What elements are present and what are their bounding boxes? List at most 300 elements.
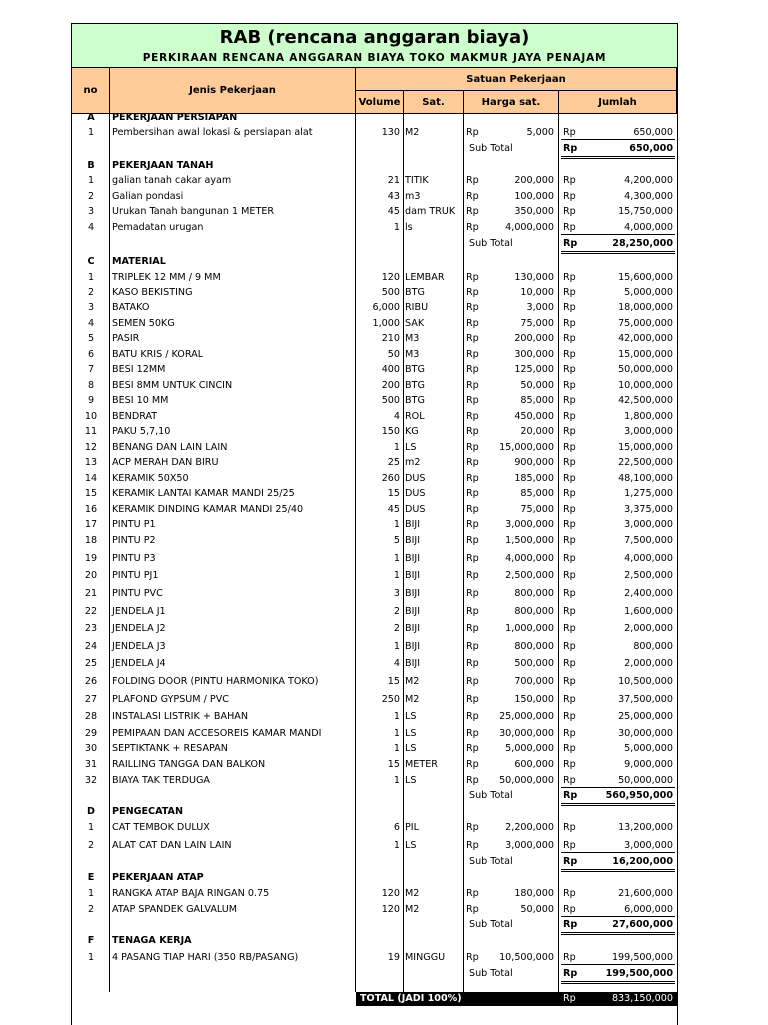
unit-price-cell: 450,000: [514, 411, 554, 422]
section-row: [72, 255, 677, 269]
table-row: [72, 394, 677, 408]
job-name: PINTU PJ1: [112, 570, 159, 581]
unit-price-cell: 2,500,000: [505, 570, 554, 581]
amount-currency: Rp: [563, 606, 576, 617]
unit-price-cell: 75,000: [520, 318, 554, 329]
price-currency: Rp: [466, 457, 479, 468]
price-currency: Rp: [466, 380, 479, 391]
amount-currency: Rp: [563, 191, 576, 202]
job-name: BESI 10 MM: [112, 395, 169, 406]
amount-cell: 21,600,000: [618, 888, 673, 899]
amount-currency: Rp: [563, 127, 576, 138]
section-letter: B: [87, 160, 95, 171]
amount-cell: 2,400,000: [624, 588, 673, 599]
unit-price-cell: 3,000: [526, 302, 554, 313]
table-row: [72, 903, 677, 917]
volume-cell: 45: [387, 206, 400, 217]
unit-cell: KG: [405, 426, 419, 437]
amount-currency: Rp: [563, 206, 576, 217]
row-number: 10: [84, 411, 98, 422]
unit-price-cell: 75,000: [520, 504, 554, 515]
amount-currency: Rp: [563, 553, 576, 564]
table-row: [72, 569, 677, 583]
amount-cell: 650,000: [633, 127, 673, 138]
price-currency: Rp: [466, 287, 479, 298]
amount-cell: 50,000,000: [618, 775, 673, 786]
unit-price-cell: 4,000,000: [505, 553, 554, 564]
job-name: ACP MERAH DAN BIRU: [112, 457, 219, 468]
unit-cell: DUS: [405, 504, 426, 515]
unit-cell: LS: [405, 442, 417, 453]
row-number: 1: [87, 127, 95, 138]
amount-currency: Rp: [563, 504, 576, 515]
table-row: [72, 518, 677, 532]
amount-cell: 4,200,000: [624, 175, 673, 186]
amount-cell: 1,800,000: [624, 411, 673, 422]
job-name: PINTU P1: [112, 519, 156, 530]
job-name: Pembersihan awal lokasi & persiapan alat: [112, 127, 313, 138]
row-number: 31: [84, 759, 98, 770]
section-letter: F: [87, 935, 95, 946]
amount-cell: 199,500,000: [611, 952, 673, 963]
volume-cell: 4: [393, 411, 400, 422]
price-currency: Rp: [466, 175, 479, 186]
job-name: ALAT CAT DAN LAIN LAIN: [112, 840, 232, 851]
subtotal-value: 16,200,000: [612, 856, 673, 867]
table-row: [72, 221, 677, 235]
unit-price-cell: 125,000: [514, 364, 554, 375]
job-name: PINTU P2: [112, 535, 156, 546]
unit-cell: M3: [405, 333, 420, 344]
volume-cell: 500: [381, 395, 400, 406]
table-row: [72, 363, 677, 377]
row-number: 5: [87, 333, 95, 344]
amount-cell: 15,000,000: [618, 442, 673, 453]
subtotal-value: 199,500,000: [605, 968, 673, 979]
job-name: 4 PASANG TIAP HARI (350 RB/PASANG): [112, 952, 299, 963]
unit-cell: DUS: [405, 488, 426, 499]
row-number: 4: [87, 318, 95, 329]
section-title: TENAGA KERJA: [112, 935, 192, 946]
amount-cell: 37,500,000: [618, 694, 673, 705]
table-row: [72, 693, 677, 707]
amount-cell: 9,000,000: [624, 759, 673, 770]
table-row: [72, 301, 677, 315]
section-letter: D: [87, 806, 95, 817]
job-name: SEMEN 50KG: [112, 318, 175, 329]
row-number: 1: [87, 888, 95, 899]
unit-price-cell: 100,000: [514, 191, 554, 202]
table-row: [72, 126, 677, 140]
unit-cell: BTG: [405, 395, 425, 406]
amount-cell: 10,500,000: [618, 676, 673, 687]
job-name: RANGKA ATAP BAJA RINGAN 0.75: [112, 888, 270, 899]
row-number: 2: [87, 287, 95, 298]
volume-cell: 1: [393, 570, 400, 581]
amount-currency: Rp: [563, 743, 576, 754]
amount-currency: Rp: [563, 333, 576, 344]
job-name: PINTU P3: [112, 553, 156, 564]
subtotal-currency: Rp: [563, 968, 578, 979]
amount-cell: 4,300,000: [624, 191, 673, 202]
job-name: JENDELA J2: [112, 623, 166, 634]
amount-currency: Rp: [563, 711, 576, 722]
unit-price-cell: 300,000: [514, 349, 554, 360]
job-name: PAKU 5,7,10: [112, 426, 171, 437]
amount-cell: 42,000,000: [618, 333, 673, 344]
row-number: 7: [87, 364, 95, 375]
amount-currency: Rp: [563, 641, 576, 652]
amount-cell: 30,000,000: [618, 728, 673, 739]
price-currency: Rp: [466, 728, 479, 739]
double-underline: [561, 251, 675, 254]
price-currency: Rp: [466, 206, 479, 217]
volume-cell: 260: [381, 473, 400, 484]
row-number: 19: [84, 553, 98, 564]
amount-cell: 3,000,000: [624, 426, 673, 437]
row-number: 24: [84, 641, 98, 652]
table-row: [72, 710, 677, 724]
price-currency: Rp: [466, 888, 479, 899]
job-name: SEPTIKTANK + RESAPAN: [112, 743, 228, 754]
subtotal-label: Sub Total: [469, 856, 513, 867]
amount-currency: Rp: [563, 535, 576, 546]
unit-cell: BTG: [405, 364, 425, 375]
amount-currency: Rp: [563, 694, 576, 705]
amount-cell: 3,375,000: [624, 504, 673, 515]
table-row: [72, 758, 677, 772]
subtotal-currency: Rp: [563, 919, 578, 930]
unit-price-cell: 20,000: [520, 426, 554, 437]
double-underline: [561, 981, 675, 984]
price-currency: Rp: [466, 411, 479, 422]
volume-cell: 210: [381, 333, 400, 344]
volume-cell: 1: [393, 775, 400, 786]
price-currency: Rp: [466, 535, 479, 546]
job-name: TRIPLEK 12 MM / 9 MM: [112, 272, 221, 283]
amount-currency: Rp: [563, 349, 576, 360]
unit-price-cell: 130,000: [514, 272, 554, 283]
unit-cell: LS: [405, 743, 417, 754]
unit-price-cell: 150,000: [514, 694, 554, 705]
price-currency: Rp: [466, 442, 479, 453]
row-number: 2: [87, 904, 95, 915]
amount-cell: 48,100,000: [618, 473, 673, 484]
table-row: [72, 951, 677, 965]
unit-price-cell: 50,000: [520, 380, 554, 391]
unit-price-cell: 900,000: [514, 457, 554, 468]
volume-cell: 15: [387, 676, 400, 687]
price-currency: Rp: [466, 759, 479, 770]
unit-price-cell: 700,000: [514, 676, 554, 687]
price-currency: Rp: [466, 840, 479, 851]
table-row: [72, 587, 677, 601]
unit-cell: BTG: [405, 287, 425, 298]
amount-currency: Rp: [563, 426, 576, 437]
price-currency: Rp: [466, 318, 479, 329]
row-number: 12: [84, 442, 98, 453]
amount-currency: Rp: [563, 272, 576, 283]
amount-cell: 5,000,000: [624, 287, 673, 298]
section-row: [72, 934, 677, 948]
amount-cell: 42,500,000: [618, 395, 673, 406]
table-row: [72, 675, 677, 689]
unit-cell: m3: [405, 191, 421, 202]
unit-cell: M2: [405, 888, 420, 899]
header-satuan-pekerjaan: Satuan Pekerjaan: [356, 68, 677, 91]
price-currency: Rp: [466, 519, 479, 530]
unit-price-cell: 85,000: [520, 488, 554, 499]
job-name: INSTALASI LISTRIK + BAHAN: [112, 711, 249, 722]
price-currency: Rp: [466, 302, 479, 313]
volume-cell: 200: [381, 380, 400, 391]
job-name: Galian pondasi: [112, 191, 184, 202]
row-number: 29: [84, 728, 98, 739]
table-row: [72, 425, 677, 439]
subtotal-value: 560,950,000: [605, 790, 673, 801]
section-letter: C: [87, 256, 95, 267]
volume-cell: 25: [387, 457, 400, 468]
row-number: 2: [87, 840, 95, 851]
unit-price-cell: 600,000: [514, 759, 554, 770]
unit-price-cell: 180,000: [514, 888, 554, 899]
row-number: 22: [84, 606, 98, 617]
amount-cell: 15,000,000: [618, 349, 673, 360]
table-row: [72, 348, 677, 362]
job-name: BIAYA TAK TERDUGA: [112, 775, 210, 786]
row-number: 1: [87, 952, 95, 963]
amount-currency: Rp: [563, 488, 576, 499]
unit-cell: DUS: [405, 473, 426, 484]
amount-underline: [561, 139, 675, 140]
price-currency: Rp: [466, 676, 479, 687]
table-row: [72, 410, 677, 424]
amount-underline: [561, 916, 675, 917]
price-currency: Rp: [466, 623, 479, 634]
total-currency: Rp: [563, 993, 576, 1004]
row-number: 13: [84, 457, 98, 468]
unit-cell: M2: [405, 904, 420, 915]
amount-currency: Rp: [563, 473, 576, 484]
price-currency: Rp: [466, 904, 479, 915]
unit-price-cell: 30,000,000: [499, 728, 554, 739]
header-jumlah: Jumlah: [559, 91, 677, 114]
job-name: FOLDING DOOR (PINTU HARMONIKA TOKO): [112, 676, 319, 687]
amount-currency: Rp: [563, 759, 576, 770]
amount-currency: Rp: [563, 840, 576, 851]
amount-currency: Rp: [563, 395, 576, 406]
amount-currency: Rp: [563, 775, 576, 786]
job-name: JENDELA J3: [112, 641, 166, 652]
section-row: [72, 159, 677, 173]
amount-currency: Rp: [563, 822, 576, 833]
row-number: 3: [87, 206, 95, 217]
volume-cell: 120: [381, 272, 400, 283]
price-currency: Rp: [466, 570, 479, 581]
job-name: PEMIPAAN DAN ACCESOREIS KAMAR MANDI: [112, 728, 322, 739]
price-currency: Rp: [466, 504, 479, 515]
amount-cell: 18,000,000: [618, 302, 673, 313]
job-name: PASIR: [112, 333, 140, 344]
amount-cell: 6,000,000: [624, 904, 673, 915]
job-name: KASO BEKISTING: [112, 287, 193, 298]
amount-currency: Rp: [563, 623, 576, 634]
volume-cell: 1: [393, 222, 400, 233]
table-row: [72, 379, 677, 393]
volume-cell: 5: [393, 535, 400, 546]
price-currency: Rp: [466, 743, 479, 754]
unit-price-cell: 10,500,000: [499, 952, 554, 963]
price-currency: Rp: [466, 711, 479, 722]
price-currency: Rp: [466, 775, 479, 786]
job-name: BENDRAT: [112, 411, 158, 422]
unit-cell: BIJI: [405, 623, 421, 634]
section-title: PEKERJAAN TANAH: [112, 160, 214, 171]
amount-currency: Rp: [563, 519, 576, 530]
job-name: CAT TEMBOK DULUX: [112, 822, 210, 833]
job-name: RAILLING TANGGA DAN BALKON: [112, 759, 266, 770]
volume-cell: 19: [387, 952, 400, 963]
price-currency: Rp: [466, 364, 479, 375]
section-title: MATERIAL: [112, 256, 166, 267]
price-currency: Rp: [466, 349, 479, 360]
volume-cell: 1: [393, 743, 400, 754]
unit-cell: m2: [405, 457, 421, 468]
amount-cell: 10,000,000: [618, 380, 673, 391]
price-currency: Rp: [466, 473, 479, 484]
unit-price-cell: 4,000,000: [505, 222, 554, 233]
amount-currency: Rp: [563, 658, 576, 669]
job-name: BESI 8MM UNTUK CINCIN: [112, 380, 233, 391]
job-name: BESI 12MM: [112, 364, 166, 375]
price-currency: Rp: [466, 588, 479, 599]
unit-cell: ls: [405, 222, 413, 233]
amount-currency: Rp: [563, 364, 576, 375]
total-value: 833,150,000: [611, 993, 673, 1004]
row-number: 25: [84, 658, 98, 669]
price-currency: Rp: [466, 395, 479, 406]
unit-price-cell: 3,000,000: [505, 519, 554, 530]
price-currency: Rp: [466, 488, 479, 499]
header-volume: Volume: [356, 91, 404, 114]
amount-cell: 1,275,000: [624, 488, 673, 499]
page-subtitle: PERKIRAAN RENCANA ANGGARAN BIAYA TOKO MAKMUR JAYA PENAJAM: [142, 52, 607, 64]
price-currency: Rp: [466, 641, 479, 652]
unit-price-cell: 800,000: [514, 641, 554, 652]
unit-cell: LEMBAR: [405, 272, 445, 283]
price-currency: Rp: [466, 272, 479, 283]
amount-cell: 3,000,000: [624, 840, 673, 851]
unit-price-cell: 15,000,000: [499, 442, 554, 453]
amount-currency: Rp: [563, 302, 576, 313]
row-number: 2: [87, 191, 95, 202]
subtotal-value: 650,000: [629, 143, 673, 154]
job-name: PLAFOND GYPSUM / PVC: [112, 694, 229, 705]
volume-cell: 2: [393, 623, 400, 634]
unit-cell: M2: [405, 694, 420, 705]
unit-price-cell: 200,000: [514, 175, 554, 186]
subtotal-label: Sub Total: [469, 968, 513, 979]
subtotal-currency: Rp: [563, 856, 578, 867]
section-letter: E: [87, 872, 95, 883]
amount-cell: 5,000,000: [624, 743, 673, 754]
total-label: TOTAL (JADI 100%): [360, 993, 462, 1004]
unit-price-cell: 50,000,000: [499, 775, 554, 786]
price-currency: Rp: [466, 553, 479, 564]
unit-price-cell: 25,000,000: [499, 711, 554, 722]
job-name: Pemadatan urugan: [112, 222, 204, 233]
row-number: 8: [87, 380, 95, 391]
row-number: 27: [84, 694, 98, 705]
job-name: JENDELA J4: [112, 658, 166, 669]
table-row: [72, 472, 677, 486]
row-number: 20: [84, 570, 98, 581]
section-row: [72, 111, 677, 125]
row-number: 15: [84, 488, 98, 499]
table-row: [72, 534, 677, 548]
unit-cell: LS: [405, 711, 417, 722]
table-row: [72, 742, 677, 756]
amount-cell: 2,000,000: [624, 658, 673, 669]
table-row: [72, 605, 677, 619]
unit-price-cell: 85,000: [520, 395, 554, 406]
subtotal-row: [72, 967, 677, 981]
subtotal-row: [72, 855, 677, 869]
unit-cell: BIJI: [405, 658, 421, 669]
price-currency: Rp: [466, 222, 479, 233]
volume-cell: 21: [387, 175, 400, 186]
amount-cell: 7,500,000: [624, 535, 673, 546]
unit-price-cell: 800,000: [514, 588, 554, 599]
volume-cell: 500: [381, 287, 400, 298]
unit-cell: PIL: [405, 822, 419, 833]
amount-currency: Rp: [563, 318, 576, 329]
unit-price-cell: 5,000: [526, 127, 554, 138]
job-name: PINTU PVC: [112, 588, 163, 599]
total-row: [72, 992, 677, 1006]
row-number: 1: [87, 272, 95, 283]
unit-cell: M3: [405, 349, 420, 360]
row-number: 28: [84, 711, 98, 722]
amount-currency: Rp: [563, 442, 576, 453]
table-row: [72, 622, 677, 636]
job-name: KERAMIK DINDING KAMAR MANDI 25/40: [112, 504, 304, 515]
amount-currency: Rp: [563, 888, 576, 899]
job-name: KERAMIK LANTAI KAMAR MANDI 25/25: [112, 488, 295, 499]
volume-cell: 120: [381, 904, 400, 915]
subtotal-label: Sub Total: [469, 238, 513, 249]
volume-cell: 1: [393, 442, 400, 453]
price-currency: Rp: [466, 333, 479, 344]
amount-underline: [561, 234, 675, 235]
subtotal-currency: Rp: [563, 790, 578, 801]
job-name: BATAKO: [112, 302, 150, 313]
header-jenis-pekerjaan: Jenis Pekerjaan: [110, 68, 356, 114]
amount-cell: 4,000,000: [624, 553, 673, 564]
price-currency: Rp: [466, 191, 479, 202]
amount-underline: [561, 852, 675, 853]
table-row: [72, 552, 677, 566]
amount-cell: 2,000,000: [624, 623, 673, 634]
amount-currency: Rp: [563, 904, 576, 915]
table-row: [72, 271, 677, 285]
row-number: 32: [84, 775, 98, 786]
unit-cell: M2: [405, 127, 420, 138]
unit-price-cell: 1,000,000: [505, 623, 554, 634]
amount-currency: Rp: [563, 222, 576, 233]
volume-cell: 50: [387, 349, 400, 360]
price-currency: Rp: [466, 952, 479, 963]
